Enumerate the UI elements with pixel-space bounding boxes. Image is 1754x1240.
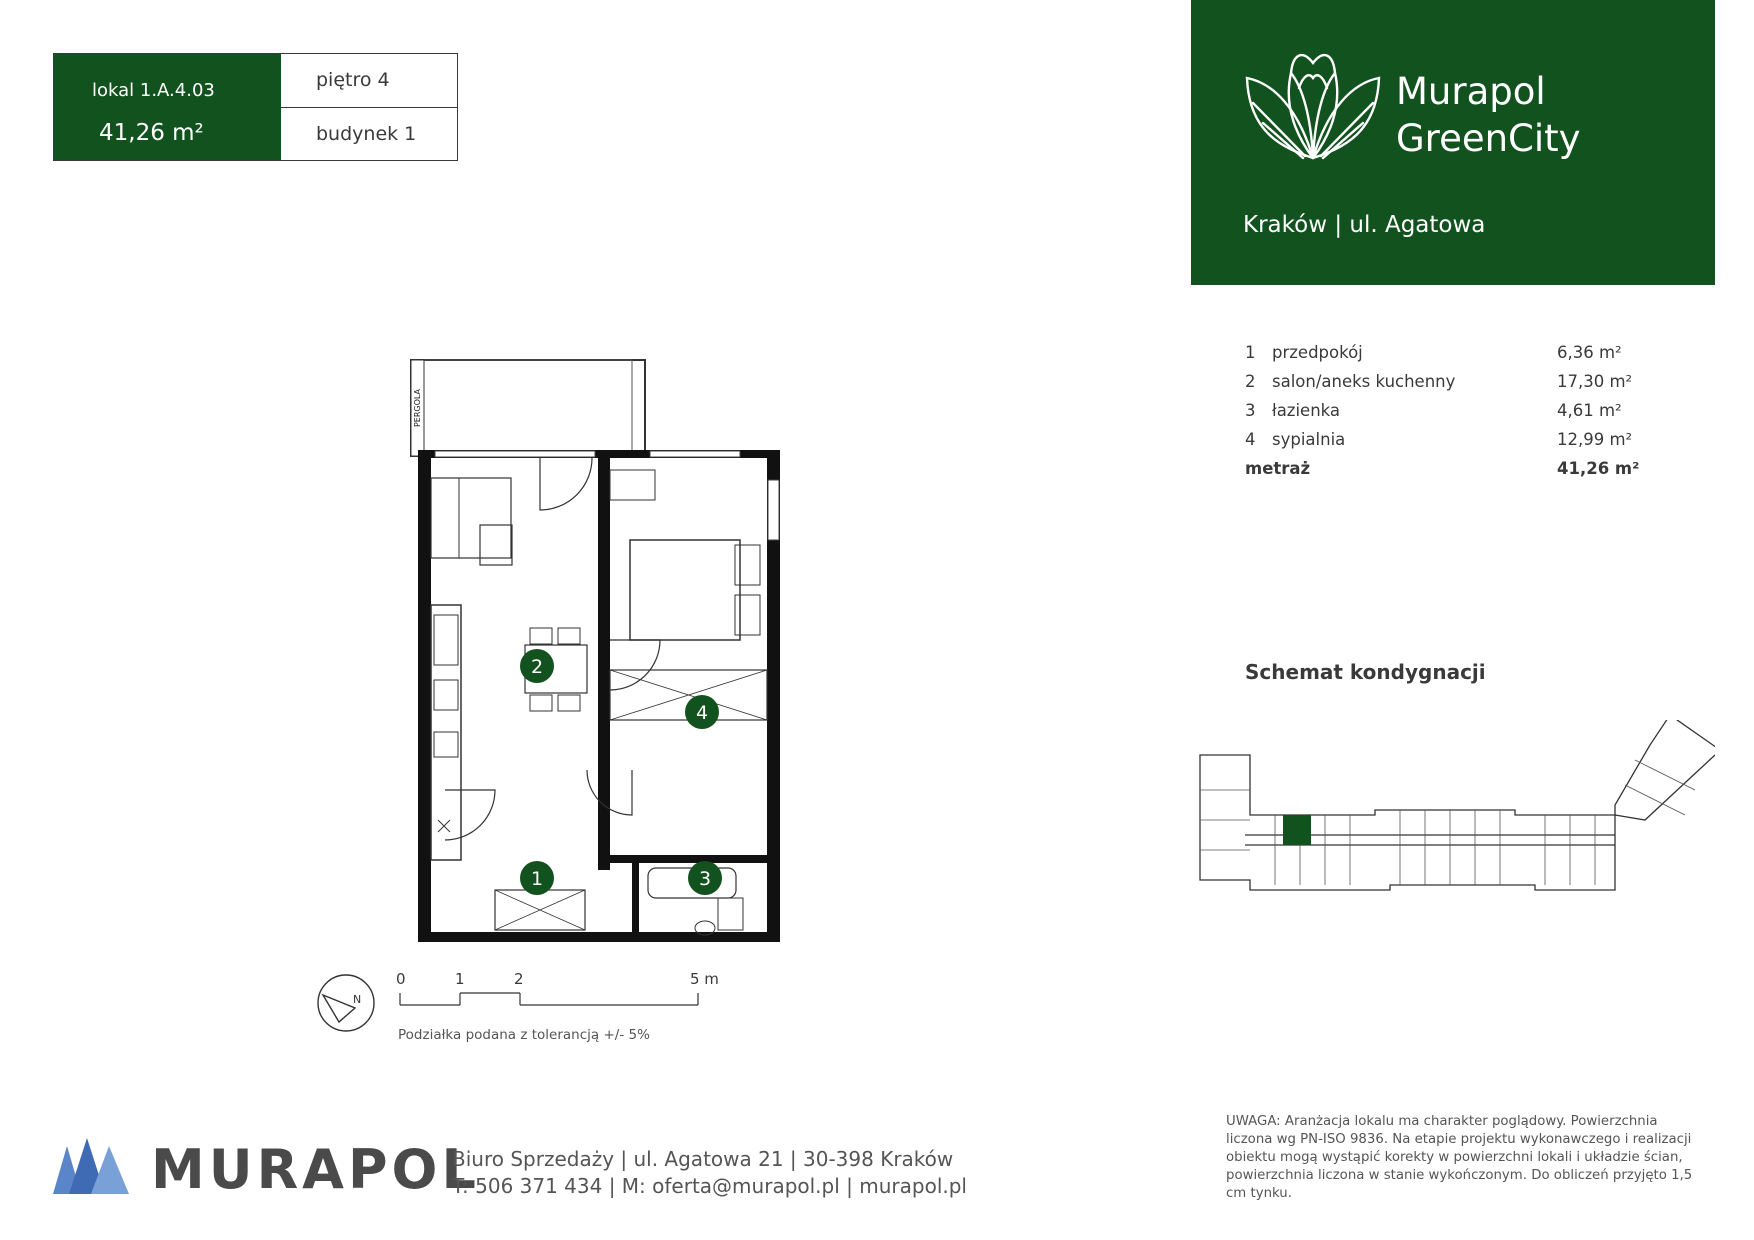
wall-interior [598, 450, 610, 870]
footer-address [452, 1146, 967, 1200]
svg-text:2: 2 [530, 656, 544, 678]
room-number: 3 [1245, 401, 1256, 420]
room-row [1245, 430, 1665, 459]
scale-label: 1 [455, 970, 465, 988]
room-area: 6,36 m² [1557, 343, 1622, 362]
room-name: przedpokój [1272, 343, 1363, 362]
coffee-table [480, 525, 512, 565]
room-number: 1 [1245, 343, 1256, 362]
murapol-logo-icon [53, 1138, 129, 1194]
total-area: 41,26 m² [1557, 459, 1640, 478]
pergola-label: PERGOLA [413, 388, 422, 428]
unit-info-box [53, 53, 458, 161]
door-swing [445, 790, 495, 840]
svg-text:3: 3 [698, 868, 712, 890]
window [768, 480, 779, 540]
disclaimer-note: UWAGA: Aranżacja lokalu ma charakter poglądowy. Powierzchnia liczona wg PN-ISO 9836. Na etapie projektu wykonawczego i realizacji obiektu mogą wystąpić korekty w powierzchni lokali i układzie ścian, powierzchnia liczona w stanie wykończonym. Do obliczeń przyjęto 1,5 cm tynku. [1226, 1114, 1693, 1201]
scale-label: 2 [514, 970, 524, 988]
room-name: sypialnia [1272, 430, 1346, 449]
tulip-logo-icon [1243, 48, 1383, 163]
unit-area: 41,26 m² [99, 120, 204, 146]
contact-line: T: 506 371 434 | M: oferta@murapol.pl | murapol.pl [452, 1174, 967, 1198]
sofa [431, 478, 511, 558]
brand-location: Kraków | ul. Agatowa [1243, 212, 1486, 238]
unit-building: budynek 1 [281, 107, 457, 161]
scale-label: 5 m [690, 970, 719, 988]
room-row [1245, 343, 1665, 372]
room-name: salon/aneks kuchenny [1272, 372, 1456, 391]
room-marker [520, 649, 554, 683]
svg-text:N: N [353, 993, 362, 1006]
room-number: 4 [1245, 430, 1256, 449]
unit-floor: piętro 4 [316, 69, 390, 92]
floor-plan [400, 350, 800, 960]
wall-interior [598, 855, 770, 863]
desk [610, 470, 655, 500]
svg-text:4: 4 [695, 702, 709, 724]
window [650, 451, 740, 457]
balcony-outline [411, 360, 645, 456]
scale-bar [398, 985, 708, 1015]
scale-note: Podziałka podana z tolerancją +/- 5% [398, 1027, 650, 1043]
scale-label: 0 [396, 970, 406, 988]
window [435, 451, 595, 457]
svg-text:1: 1 [530, 868, 544, 890]
room-area: 12,99 m² [1557, 430, 1633, 449]
room-row [1245, 401, 1665, 430]
sink [718, 898, 743, 930]
brand-name-line2: GreenCity [1396, 117, 1581, 160]
room-name: łazienka [1272, 401, 1341, 420]
room-marker [688, 861, 722, 895]
address-line: Biuro Sprzedaży | ul. Agatowa 21 | 30-398 Kraków [452, 1147, 954, 1171]
room-row [1245, 372, 1665, 401]
unit-highlight [1283, 815, 1311, 845]
unit-label: lokal 1.A.4.03 [92, 80, 215, 101]
north-arrow-icon [313, 970, 379, 1036]
room-area: 17,30 m² [1557, 372, 1633, 391]
schemat-title: Schemat kondygnacji [1245, 660, 1486, 684]
company-name: MURAPOL [151, 1138, 480, 1201]
rooms-table [1245, 343, 1665, 488]
room-number: 2 [1245, 372, 1256, 391]
door-swing [540, 458, 592, 510]
wall-interior [632, 863, 639, 935]
unit-id-panel [54, 54, 281, 160]
balcony-inner [424, 360, 632, 452]
wall-bottom [418, 932, 780, 942]
room-marker [685, 695, 719, 729]
room-marker [520, 861, 554, 895]
total-row [1245, 459, 1665, 488]
room-area: 4,61 m² [1557, 401, 1622, 420]
floor-schematic [1195, 720, 1715, 900]
brand-panel [1191, 0, 1715, 285]
total-label: metraż [1245, 459, 1311, 478]
bed [630, 540, 740, 640]
unit-meta [281, 54, 457, 160]
brand-name-line1: Murapol [1396, 70, 1546, 113]
wall-left [418, 450, 431, 942]
door-swing [610, 640, 660, 690]
